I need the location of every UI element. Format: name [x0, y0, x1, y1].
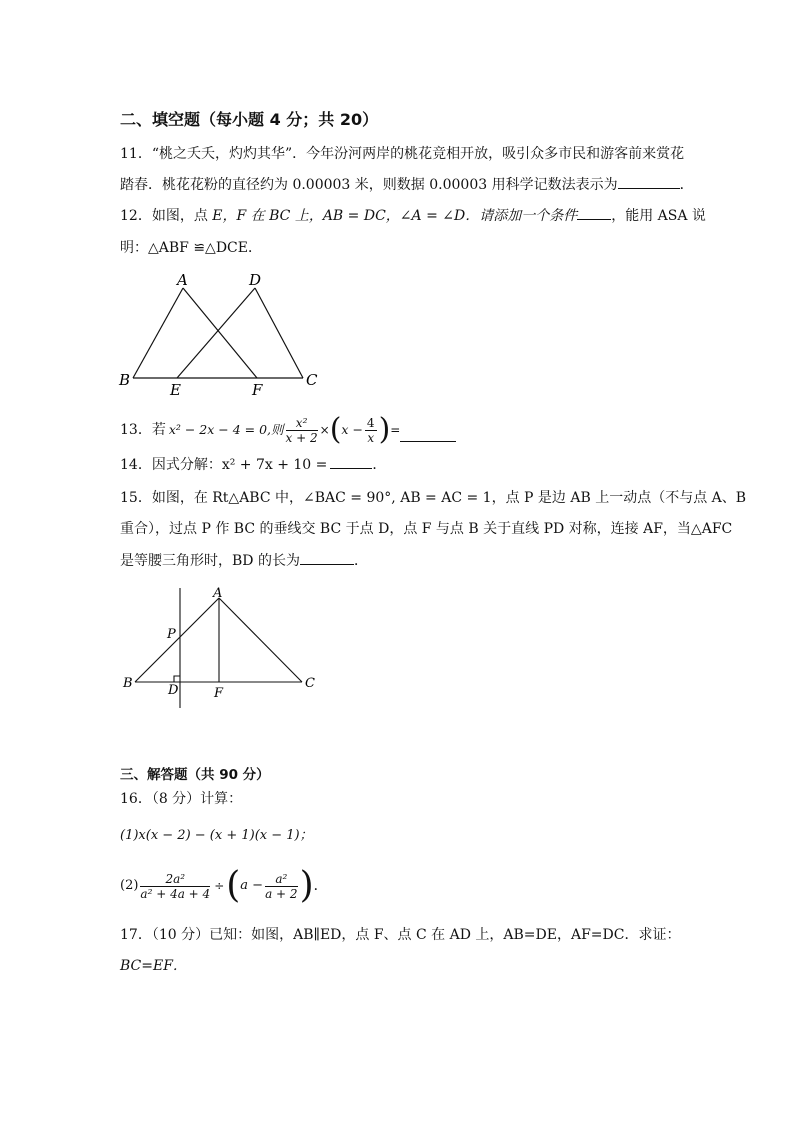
q15-line1: 15．如图，在 Rt△ABC 中，∠BAC = 90°, AB = AC = 1，点 P 是边 AB 上一动点（不与点 A、B	[120, 490, 747, 506]
q13-fraction	[286, 416, 318, 445]
q12-line1	[120, 206, 706, 226]
label-a: A	[177, 271, 188, 289]
label-e: E	[170, 381, 181, 399]
q13-times: ×	[319, 423, 330, 437]
segment-ba	[133, 288, 183, 378]
q11-line2	[120, 175, 694, 195]
q12-answer-blank[interactable]	[577, 206, 611, 220]
q13-frac-den: x + 2	[285, 430, 318, 445]
q16-inner-a: a −	[240, 878, 264, 893]
q13-inner-num: 4	[366, 415, 375, 430]
label-c: C	[306, 371, 318, 389]
label-d: D	[249, 271, 262, 289]
q15-line3	[120, 551, 368, 571]
label-f: F	[214, 686, 224, 701]
q17-line1: 17．（10 分）已知：如图，AB∥ED，点 F、点 C 在 AD 上，AB=DE，AF=DC．求证：	[120, 927, 681, 943]
q16-paren-right: )	[299, 865, 314, 906]
q16-paren-left: (	[226, 865, 241, 906]
q12-text-a: 12．如图，点	[120, 208, 208, 224]
q16-frac-num: 2a²	[140, 872, 210, 887]
label-p: P	[167, 627, 176, 642]
q13-paren-left: (	[329, 412, 342, 447]
label-b: B	[123, 676, 133, 691]
q12-text-b: E，F 在 BC 上，AB = DC，∠A = ∠D．请添加一个条件	[212, 208, 578, 224]
q13-equals: =	[390, 423, 401, 437]
q13-frac-num: x²	[286, 416, 318, 431]
q14-line	[120, 455, 386, 475]
q13-inner-fraction	[365, 416, 377, 445]
q16-title: 16．（8 分）计算：	[120, 791, 243, 807]
q16-fraction	[140, 872, 210, 901]
q13-line	[120, 412, 456, 448]
q13-paren-right: )	[378, 412, 391, 447]
segment-de	[177, 288, 255, 378]
q13-inner-den: x	[367, 430, 375, 445]
q14-answer-blank[interactable]	[330, 455, 372, 469]
q16-divide: ÷	[214, 879, 225, 893]
label-a: A	[213, 586, 223, 601]
label-c: C	[305, 676, 315, 691]
q17-line2: BC=EF．	[120, 958, 187, 974]
q16-inner-num: a²	[265, 872, 297, 887]
section-title-solutions: 三、解答题（共 90 分）	[120, 767, 270, 783]
q16-part2	[120, 866, 328, 906]
q14-text: 14．因式分解：x² + 7x + 10 =	[120, 457, 328, 473]
segment-ac	[219, 598, 302, 682]
q16-part2-label: (2)	[120, 878, 139, 893]
q11-end: ．	[679, 177, 694, 193]
segment-dc	[255, 288, 303, 378]
q13-inner-left: x −	[341, 422, 363, 437]
q12-text-c: ，能用 ASA 说	[611, 208, 706, 224]
q13-equation: x² − 2x − 4 = 0,则	[168, 422, 284, 437]
label-f: F	[252, 381, 263, 399]
q11-line1: 11．“桃之夭夭，灼灼其华”．今年汾河两岸的桃花竞相开放，吸引众多市民和游客前来赏花	[120, 146, 685, 162]
label-b: B	[119, 371, 131, 389]
figure-right-triangle-abc	[115, 582, 325, 710]
q16-inner-den: a + 2	[265, 886, 298, 901]
q15-line2: 重合），过点 P 作 BC 的垂线交 BC 于点 D，点 F 与点 B 关于直线 PD 对称，连接 AF，当△AFC	[120, 521, 733, 537]
right-angle-mark	[174, 676, 180, 682]
q14-end: ．	[372, 457, 387, 473]
q16-end: ．	[313, 878, 328, 894]
segment-ab	[135, 598, 219, 682]
figure-triangles-abf-dce	[110, 262, 330, 400]
q16-frac-den: a² + 4a + 4	[140, 886, 211, 901]
q16-inner-fraction	[265, 872, 297, 901]
segment-af	[183, 288, 257, 378]
q15-text: 是等腰三角形时，BD 的长为	[120, 553, 300, 569]
label-d: D	[168, 683, 179, 698]
q13-answer-blank[interactable]	[400, 428, 456, 442]
q15-end: ．	[353, 553, 368, 569]
q11-text: 踏春．桃花花粉的直径约为 0.00003 米，则数据 0.00003 用科学记数法表示为	[120, 177, 618, 193]
q13-prefix: 13．若	[120, 422, 166, 438]
q12-line2: 明：△ABF ≌△DCE．	[120, 240, 262, 256]
q11-answer-blank[interactable]	[618, 175, 680, 189]
q16-part1: (1)x(x − 2) − (x + 1)(x − 1)；	[120, 828, 313, 843]
section-title-fill-in: 二、填空题（每小题 4 分；共 20）	[120, 110, 379, 129]
q15-answer-blank[interactable]	[300, 551, 354, 565]
